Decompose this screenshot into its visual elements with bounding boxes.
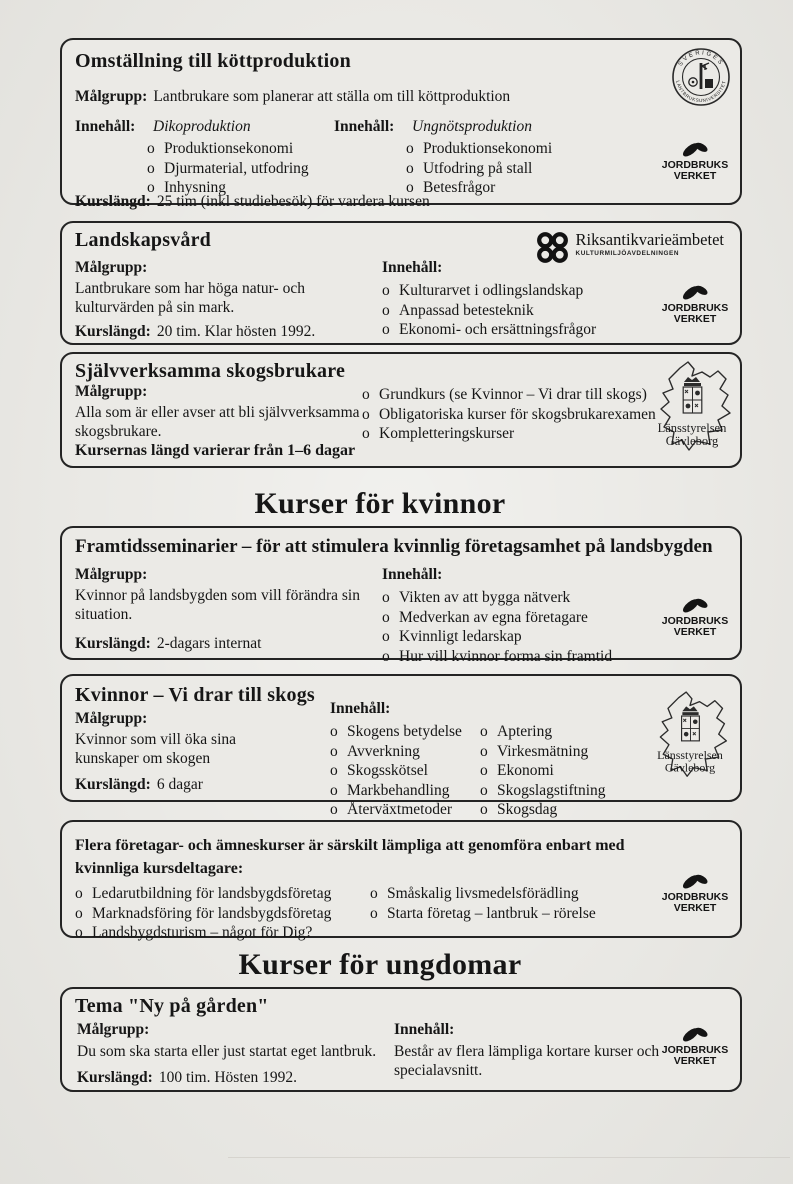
list-item: o Ledarutbildning för landsbygdsföretag (75, 885, 332, 902)
list-item: o Marknadsföring för landsbygdsföretag (75, 904, 332, 922)
content-label: Innehåll: (382, 259, 443, 276)
jordbruksverket-text-1: JORDBRUKS (661, 891, 729, 903)
bullet: o (330, 762, 338, 779)
content-label: Innehåll: (382, 566, 443, 583)
course-title: Landskapsvård (75, 229, 211, 251)
list-item: o Anpassad betesteknik (382, 301, 534, 319)
course-box-ny-pa-garden (60, 987, 742, 1092)
list-item: o Ekonomi- och ersättningsfrågor (382, 321, 597, 338)
content-label: Innehåll: (334, 118, 395, 135)
content-list-col1 (75, 884, 331, 943)
bullet: o (330, 801, 338, 818)
list-item: o Avverkning (330, 742, 420, 760)
course-title: Självverksamma skogsbrukare (75, 360, 346, 382)
course-length-text: 2-dagars internat (156, 635, 262, 652)
content-subtitle: Dikoproduktion (153, 118, 251, 135)
leaves-icon (678, 138, 712, 160)
jordbruksverket-logo (660, 594, 730, 638)
bullet: o (382, 647, 390, 665)
svg-text:Länsstyrelsen: Länsstyrelsen (657, 748, 723, 763)
list-item: o Hur vill kvinnor forma sin framtid (382, 647, 613, 665)
course-length-text: 100 tim. Hösten 1992. (158, 1069, 298, 1086)
bullet: o (362, 425, 370, 442)
content-header-col2 (334, 117, 532, 136)
bullet: o (147, 140, 155, 157)
jordbruksverket-logo (660, 281, 730, 325)
content-text: Består av flera lämpliga kortare kurser och specialavsnitt. (394, 1043, 660, 1079)
list-item: o Inhysning (147, 179, 226, 196)
course-box-skogsbrukare (60, 352, 742, 468)
box-intro-text: Flera företagar- och ämneskurser är särskilt lämpliga att genomföra enbart med kvinnliga kursdeltagare: (75, 837, 625, 877)
svg-text:LANTBRUKSUNIVERSITET: LANTBRUKSUNIVERSITET (675, 79, 727, 104)
bullet: o (147, 159, 155, 177)
target-group-text: Lantbrukare som planerar att ställa om till köttproduktion (153, 88, 511, 105)
course-title: Kvinnor – Vi drar till skogs (75, 684, 315, 706)
list-item: o Vikten av att bygga nätverk (382, 589, 571, 606)
bullet: o (382, 321, 390, 338)
list-item: o Landsbygdsturism – något för Dig? (75, 924, 313, 941)
svg-text:SVERIGES: SVERIGES (677, 50, 725, 68)
course-length-label: Kurslängd: (75, 776, 151, 793)
bullet: o (406, 179, 414, 196)
course-length-text: 25 tim (inkl studiebesök) för vardera kursen (156, 193, 430, 210)
bullet: o (370, 885, 378, 902)
target-group-text: Lantbrukare som har höga natur- och kulturvärden på sin mark. (75, 280, 305, 316)
riksantikvarieambetet-logo (536, 231, 724, 264)
list-item: o Medverkan av egna företagare (382, 608, 588, 626)
content-list (362, 385, 656, 444)
list-item: o Ekonomi (480, 762, 554, 779)
target-group-label: Målgrupp: (75, 259, 148, 276)
course-length-line: Kursernas längd varierar från 1–6 dagar (75, 442, 356, 459)
course-length-line (75, 322, 315, 341)
list-item: o Återväxtmetoder (330, 801, 453, 818)
course-title: Omställning till köttproduktion (75, 50, 351, 72)
bullet: o (480, 801, 488, 818)
course-box-framtidsseminarier (60, 526, 742, 665)
target-group-label: Målgrupp: (75, 88, 148, 105)
course-length-text: 6 dagar (156, 776, 203, 793)
list-item: o Skogsskötsel (330, 762, 428, 779)
content-list-col2 (480, 722, 606, 820)
section-heading-kvinnor: Kurser för kvinnor (254, 487, 506, 520)
lansstyrelsen-gavleborg-logo (644, 356, 740, 464)
gavleborg-map-icon (646, 356, 738, 464)
bullet: o (362, 405, 370, 423)
gavleborg-map-icon (646, 686, 734, 790)
list-item: o Skogsdag (480, 801, 558, 818)
target-group-label: Målgrupp: (75, 710, 148, 727)
course-box-vi-drar-till-skogs (60, 674, 742, 818)
svg-text:Gävleborg: Gävleborg (665, 434, 719, 448)
bullet: o (330, 742, 338, 760)
course-title: Framtidsseminarier – för att stimulera kvinnlig företagsamhet på landsbygden (75, 536, 713, 557)
leaves-icon (678, 870, 712, 892)
jordbruksverket-text-1: JORDBRUKS (661, 615, 729, 627)
target-group-text: Kvinnor på landsbygden som vill förändra sin situation. (75, 587, 360, 623)
list-item: o Betesfrågor (406, 179, 496, 196)
section-heading-ungdomar: Kurser för ungdomar (238, 948, 522, 981)
content-list-col2 (370, 884, 596, 923)
svg-text:Gävleborg: Gävleborg (664, 760, 716, 775)
list-item: o Djurmaterial, utfodring (147, 159, 309, 177)
jordbruksverket-text-2: VERKET (673, 1055, 717, 1067)
leaves-icon (678, 594, 712, 616)
jordbruksverket-logo (660, 138, 730, 182)
bullet: o (370, 904, 378, 922)
course-box-amneskurser (60, 820, 742, 941)
jordbruksverket-text-2: VERKET (673, 170, 717, 182)
list-item: o Kompletteringskurser (362, 425, 515, 442)
scan-artifact-line (228, 1157, 790, 1158)
jordbruksverket-text-2: VERKET (673, 902, 717, 914)
list-item: o Virkesmätning (480, 742, 589, 760)
course-length-line (75, 634, 261, 653)
jordbruksverket-text-2: VERKET (673, 313, 717, 325)
bullet: o (382, 301, 390, 319)
content-subtitle: Ungnötsproduktion (412, 118, 532, 135)
course-length-label: Kurslängd: (77, 1069, 153, 1086)
bullet: o (480, 723, 488, 740)
target-group-text: Kvinnor som vill öka sina kunskaper om skogen (75, 731, 237, 767)
bullet: o (75, 924, 83, 941)
leaves-icon (678, 281, 712, 303)
bullet: o (330, 723, 338, 740)
list-item: o Skogens betydelse (330, 723, 462, 740)
content-list-col1 (147, 139, 309, 198)
list-item: o Skogslagstiftning (480, 781, 606, 799)
list-item: o Produktionsekonomi (406, 140, 553, 157)
target-group-label: Målgrupp: (75, 566, 148, 583)
content-list (382, 588, 612, 666)
jordbruksverket-logo (660, 1023, 730, 1067)
lansstyrelsen-gavleborg-logo (642, 686, 738, 790)
bullet: o (382, 628, 390, 645)
list-item: o Utfodring på stall (406, 159, 533, 177)
jordbruksverket-text-1: JORDBRUKS (661, 159, 729, 171)
course-box-landskapsvard (60, 221, 742, 345)
target-group-text: Du som ska starta eller just startat eget lantbruk. (77, 1043, 377, 1060)
target-group-label: Målgrupp: (77, 1021, 150, 1038)
course-title: Tema "Ny på gården" (75, 995, 269, 1017)
jordbruksverket-logo (660, 870, 730, 914)
target-group-line (75, 87, 510, 106)
content-list-col1 (330, 722, 462, 820)
list-item: o Grundkurs (se Kvinnor – Vi drar till skogs) (362, 386, 647, 403)
course-length-line (75, 192, 430, 211)
course-length-line (75, 775, 203, 794)
course-length-label: Kurslängd: (75, 635, 151, 652)
list-item: o Småskalig livsmedelsförädling (370, 885, 579, 902)
jordbruksverket-text-1: JORDBRUKS (661, 302, 729, 314)
target-group-text: Alla som är eller avser att bli självverksamma skogsbrukare. (75, 404, 360, 440)
bullet: o (480, 781, 488, 799)
content-label: Innehåll: (75, 118, 136, 135)
list-item: o Starta företag – lantbruk – rörelse (370, 904, 596, 922)
list-item: o Obligatoriska kurser för skogsbrukarexamen (362, 405, 656, 423)
raa-dept-text: KULTURMILJÖAVDELNINGEN (575, 250, 680, 257)
bullet: o (406, 159, 414, 177)
bullet: o (382, 608, 390, 626)
content-list (382, 281, 596, 340)
list-item: o Kulturarvet i odlingslandskap (382, 282, 584, 299)
course-length-label: Kurslängd: (75, 323, 151, 340)
list-item: o Markbehandling (330, 781, 450, 799)
bullet: o (382, 282, 390, 299)
content-label: Innehåll: (330, 700, 391, 717)
slu-university-seal-icon (670, 46, 732, 108)
content-label: Innehåll: (394, 1021, 455, 1038)
jordbruksverket-text-1: JORDBRUKS (661, 1044, 729, 1056)
content-list-col2 (406, 139, 552, 198)
bullet: o (75, 904, 83, 922)
bullet: o (330, 781, 338, 799)
course-box-omstallning (60, 38, 742, 210)
list-item: o Kvinnligt ledarskap (382, 628, 522, 645)
list-item: o Aptering (480, 723, 553, 740)
bullet: o (406, 140, 414, 157)
bullet: o (75, 885, 83, 902)
raa-name-text: Riksantikvarieämbetet (575, 230, 724, 249)
content-header-col1 (75, 117, 251, 136)
bullet: o (382, 589, 390, 606)
course-length-label: Kurslängd: (75, 193, 151, 210)
raa-rings-icon (536, 231, 569, 264)
course-length-text: 20 tim. Klar hösten 1992. (156, 323, 316, 340)
bullet: o (362, 386, 370, 403)
leaves-icon (678, 1023, 712, 1045)
jordbruksverket-text-2: VERKET (673, 626, 717, 638)
bullet: o (147, 179, 155, 196)
svg-text:Länsstyrelsen: Länsstyrelsen (657, 421, 727, 435)
course-length-line (77, 1068, 297, 1087)
bullet: o (480, 742, 488, 760)
bullet: o (480, 762, 488, 779)
target-group-label: Målgrupp: (75, 383, 148, 400)
list-item: o Produktionsekonomi (147, 140, 294, 157)
